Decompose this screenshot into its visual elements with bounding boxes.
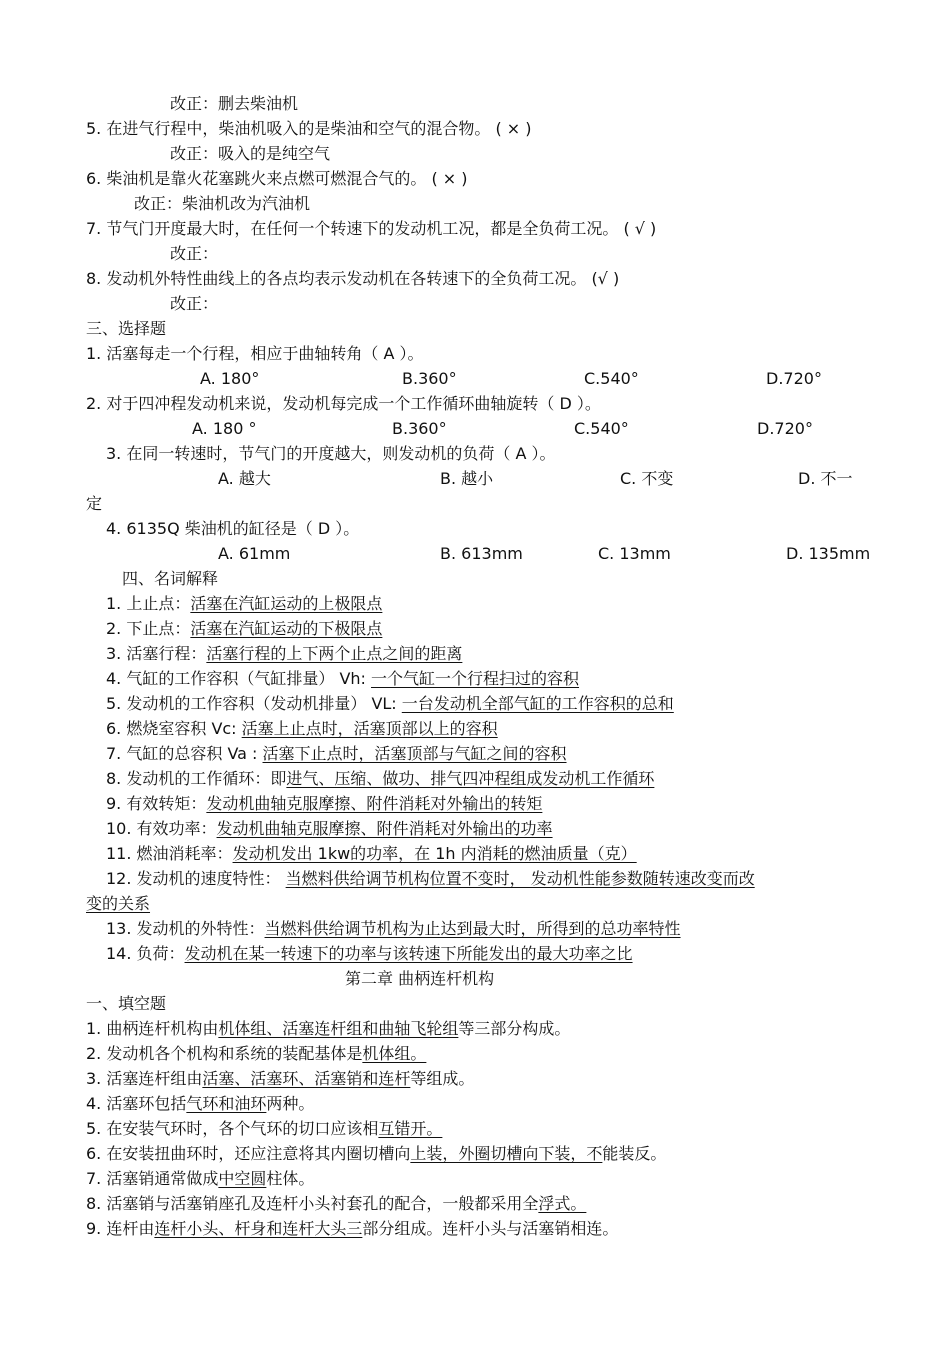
fill-item: 1. 曲柄连杆机构由机体组、活塞连杆组和曲轴飞轮组等三部分构成。 (86, 1019, 571, 1038)
option-b: B.360° (392, 419, 447, 438)
choice-question-3: 3. 在同一转速时，节气门的开度越大，则发动机的负荷（ A ）。 (106, 444, 556, 463)
term-item: 2. 下止点：活塞在汽缸运动的下极限点 (106, 619, 383, 638)
option-b: B. 613mm (440, 544, 523, 563)
option-b: B.360° (402, 369, 457, 388)
section-heading: 一、填空题 (86, 994, 167, 1013)
choice-question-1: 1. 活塞每走一个行程，相应于曲轴转角（ A ）。 (86, 344, 424, 363)
option-a: A. 61mm (218, 544, 291, 563)
term-item: 5. 发动机的工作容积（发动机排量） VL: 一台发动机全部气缸的工作容积的总和 (106, 694, 674, 713)
correction-line: 改正： (170, 294, 219, 313)
term-item: 7. 气缸的总容积 Va : 活塞下止点时，活塞顶部与气缸之间的容积 (106, 744, 567, 763)
term-item: 4. 气缸的工作容积（气缸排量） Vh: 一个气缸一个行程扫过的容积 (106, 669, 580, 688)
term-item: 8. 发动机的工作循环：即进气、压缩、做功、排气四冲程组成发动机工作循环 (106, 769, 655, 788)
section-heading: 三、选择题 (86, 319, 167, 338)
term-item: 11. 燃油消耗率：发动机发出 1kw的功率，在 1h 内消耗的燃油质量（克） (106, 844, 637, 863)
choice-question-4: 4. 6135Q 柴油机的缸径是（ D ）。 (106, 519, 360, 538)
term-item: 12. 发动机的速度特性： 当燃料供给调节机构位置不变时， 发动机性能参数随转速改变而改 (106, 869, 755, 888)
tf-question-6: 6. 柴油机是靠火花塞跳火来点燃可燃混合气的。 ( × ) (86, 169, 468, 188)
section-heading: 四、名词解释 (122, 569, 219, 588)
option-c: C. 不变 (620, 469, 674, 488)
option-c: C.540° (574, 419, 629, 438)
fill-item: 8. 活塞销与活塞销座孔及连杆小头衬套孔的配合，一般都采用全浮式。 (86, 1194, 587, 1213)
correction-line: 改正：柴油机改为汽油机 (134, 194, 311, 213)
tf-question-5: 5. 在进气行程中，柴油机吸入的是柴油和空气的混合物。 ( × ) (86, 119, 532, 138)
option-d: D. 135mm (786, 544, 871, 563)
option-a: A. 越大 (218, 469, 271, 488)
choice-question-2: 2. 对于四冲程发动机来说，发动机每完成一个工作循环曲轴旋转（ D ）。 (86, 394, 601, 413)
term-item: 13. 发动机的外特性：当燃料供给调节机构为止达到最大时，所得到的总功率特性 (106, 919, 681, 938)
option-a: A. 180° (200, 369, 260, 388)
option-c: C.540° (584, 369, 639, 388)
term-item: 10. 有效功率：发动机曲轴克服摩擦、附件消耗对外输出的功率 (106, 819, 553, 838)
fill-item: 9. 连杆由连杆小头、杆身和连杆大头三部分组成。连杆小头与活塞销相连。 (86, 1219, 619, 1238)
option-d: D. 不一 (798, 469, 853, 488)
tf-question-8: 8. 发动机外特性曲线上的各点均表示发动机在各转速下的全负荷工况。 (√ ) (86, 269, 620, 288)
correction-line: 改正：吸入的是纯空气 (170, 144, 331, 163)
correction-line: 改正： (170, 244, 219, 263)
option-c: C. 13mm (598, 544, 671, 563)
option-a: A. 180 ° (192, 419, 257, 438)
option-b: B. 越小 (440, 469, 494, 488)
fill-item: 5. 在安装气环时，各个气环的切口应该相互错开。 (86, 1119, 443, 1138)
tf-question-7: 7. 节气门开度最大时，在任何一个转速下的发动机工况，都是全负荷工况。 ( √ ) (86, 219, 657, 238)
fill-item: 3. 活塞连杆组由活塞、活塞环、活塞销和连杆等组成。 (86, 1069, 475, 1088)
term-item: 9. 有效转矩：发动机曲轴克服摩擦、附件消耗对外输出的转矩 (106, 794, 543, 813)
option-d: D.720° (757, 419, 813, 438)
option-d: D.720° (766, 369, 822, 388)
term-item-wrap: 变的关系 (86, 894, 151, 913)
fill-item: 2. 发动机各个机构和系统的装配基体是机体组。 (86, 1044, 427, 1063)
term-item: 1. 上止点：活塞在汽缸运动的上极限点 (106, 594, 383, 613)
fill-item: 6. 在安装扭曲环时，还应注意将其内圈切槽向上装，外圈切槽向下装，不能装反。 (86, 1144, 667, 1163)
wrapped-text: 定 (86, 494, 103, 513)
term-item: 6. 燃烧室容积 Vc: 活塞上止点时，活塞顶部以上的容积 (106, 719, 498, 738)
chapter-title: 第二章 曲柄连杆机构 (345, 969, 495, 988)
fill-item: 7. 活塞销通常做成中空圆柱体。 (86, 1169, 315, 1188)
fill-item: 4. 活塞环包括气环和油环两种。 (86, 1094, 315, 1113)
term-item: 14. 负荷：发动机在某一转速下的功率与该转速下所能发出的最大功率之比 (106, 944, 633, 963)
correction-line: 改正：删去柴油机 (170, 94, 299, 113)
term-item: 3. 活塞行程：活塞行程的上下两个止点之间的距离 (106, 644, 463, 663)
